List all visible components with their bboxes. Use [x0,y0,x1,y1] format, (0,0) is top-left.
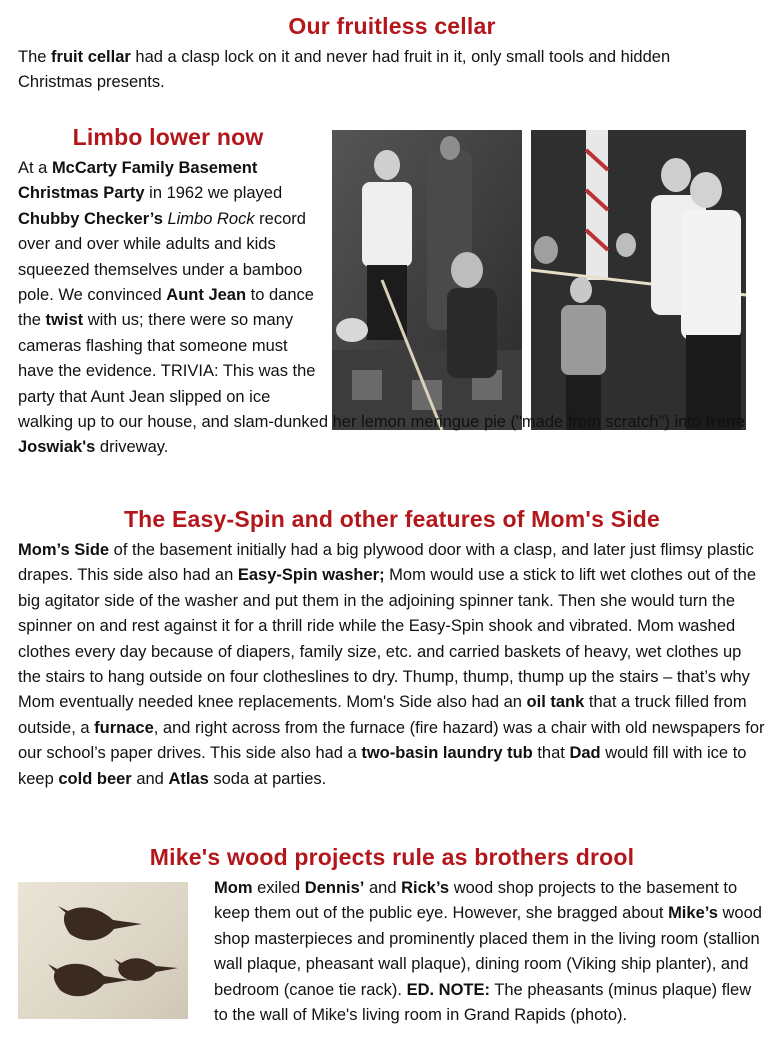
section-title-easy-spin: The Easy-Spin and other features of Mom's Side [123,506,661,532]
section-title-fruit-cellar: Our fruitless cellar [288,13,496,39]
section-title-limbo: Limbo lower now [72,124,264,150]
paragraph-wood-projects: Mom exiled Dennis’ and Rick’s wood shop projects to the basement to keep them out of the public eye. However, she bragged about Mike’s wood shop masterpieces and prominently placed them in the living room (stallion wall plaque, pheasant wall plaque), dining room (Viking ship planter), and bedroom (canoe tie rack). ED. NOTE: The pheasants (minus plaque) flew to the wall of Mike's living room in Grand Rapids (photo). [214,879,762,1025]
section-title-wood-projects: Mike's wood projects rule as brothers drool [149,844,635,870]
paragraph-easy-spin: Mom’s Side of the basement initially had a big plywood door with a clasp, and later just flimsy plastic drapes. This side also had an Easy-Spin washer; Mom would use a stick to lift wet clothes out of the big agitator side of the washer and put them in the adjoining spinner tank. Then she would turn the spinner on and rest against it for a thrill ride while the Easy-Spin shook and vibrated. Mom washed clothes every day because of diapers, family size, etc. and carried baskets of heavy, wet clothes up the stairs to hang outside on four clotheslines to dry. Thump, thump, thump up the stairs – that’s why Mom eventually needed knee replacements. Mom's Side also had an oil tank that a truck filled from outside, a furnace, and right across from the furnace (fire hazard) was a chair with old newspapers for our school’s paper drives. This side also had a two-basin laundry tub that Dad would fill with ice to keep cold beer and Atlas soda at parties. [18,541,765,788]
paragraph-limbo: At a McCarty Family Basement Christmas Party in 1962 we played Chubby Checker’s Limbo Rock record over and over while adults and kids squeezed themselves under a bamboo pole. We convinced Aunt Jean to dance the twist with us; there were so many cameras flashing that someone must have the evidence. TRIVIA: This was the party that Aunt Jean slipped on ice walking up to our house, and slam-dunked her lemon meringue pie ("made from scratch") into Irene Joswiak's driveway. [18,159,746,457]
paragraph-fruit-cellar: The fruit cellar had a clasp lock on it and never had fruit in it, only small tools and hidden Christmas presents. [18,48,671,92]
